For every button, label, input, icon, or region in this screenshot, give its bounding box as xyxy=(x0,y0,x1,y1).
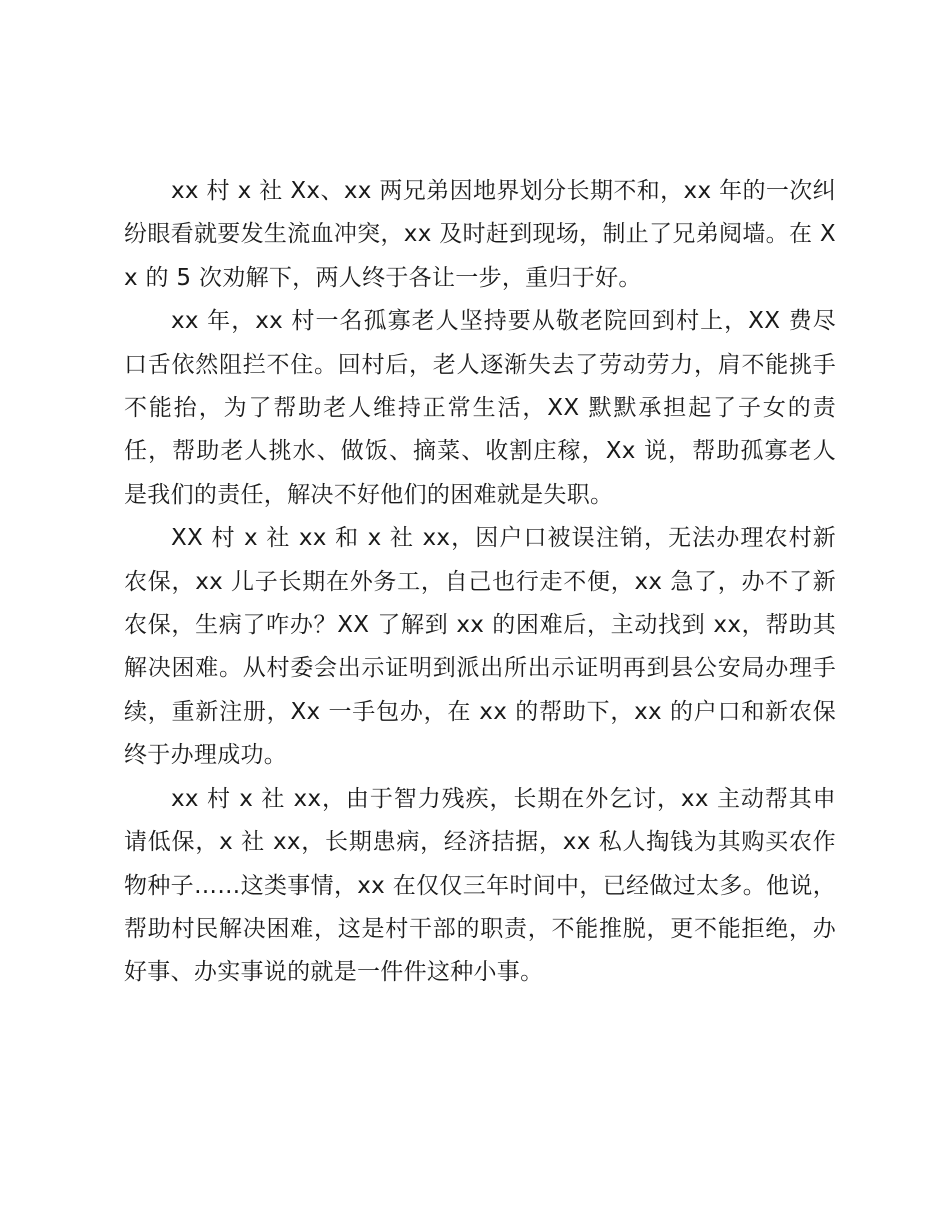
paragraph: XX 村 x 社 xx 和 x 社 xx，因户口被误注销，无法办理农村新农保，xx 儿子长期在外务工，自己也行走不便，xx 急了，办不了新农保，生病了咋办？XX 了解到 xx 的困难后，主动找到 xx，帮助其解决困难。从村委会出示证明到派出所出示证明再到县公安局办理手续，重新注册，Xx 一手包办，在 xx 的帮助下，xx 的户口和新农保终于办理成功。 xyxy=(124,525,836,769)
paragraph: xx 村 x 社 Xx、xx 两兄弟因地界划分长期不和，xx 年的一次纠纷眼看就要发生流血冲突，xx 及时赶到现场，制止了兄弟阋墙。在 Xx 的 5 次劝解下，两人终于各让一步，重归于好。 xyxy=(124,178,836,291)
document-body xyxy=(124,170,836,995)
paragraph: xx 年，xx 村一名孤寡老人坚持要从敬老院回到村上，XX 费尽口舌依然阻拦不住。回村后，老人逐渐失去了劳动劳力，肩不能挑手不能抬，为了帮助老人维持正常生活，XX 默默承担起了子女的责任，帮助老人挑水、做饭、摘菜、收割庄稼，Xx 说，帮助孤寡老人是我们的责任，解决不好他们的困难就是失职。 xyxy=(124,308,836,508)
paragraph: xx 村 x 社 xx，由于智力残疾，长期在外乞讨，xx 主动帮其申请低保，x 社 xx，长期患病，经济拮据，xx 私人掏钱为其购买农作物种子……这类事情，xx 在仅仅三年时间中，已经做过太多。他说，帮助村民解决困难，这是村干部的职责，不能推脱，更不能拒绝，办好事、办实事说的就是一件件这种小事。 xyxy=(124,785,836,986)
